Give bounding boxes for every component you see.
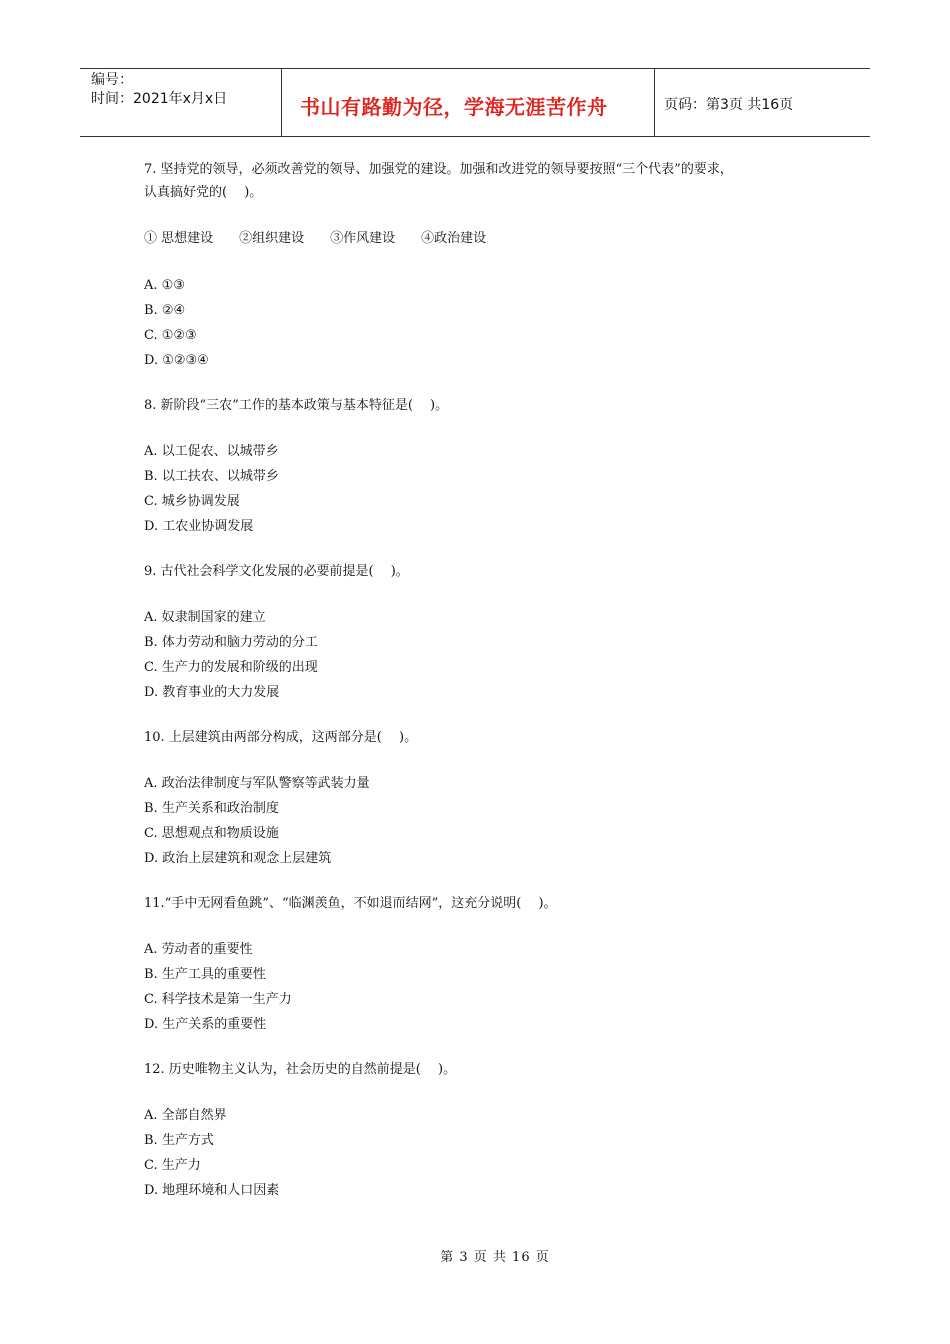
question-11-text: 11.“手中无网看鱼跳”、“临渊羡鱼，不如退而结网”，这充分说明( )。	[144, 896, 557, 911]
item-2: ②组织建设	[239, 231, 305, 246]
option-a[interactable]: A. 政治法律制度与军队警察等武装力量	[144, 776, 370, 791]
option-b[interactable]: B. 以工扶农、以城带乡	[144, 469, 279, 484]
option-c[interactable]: C. 思想观点和物质设施	[144, 826, 279, 841]
option-c[interactable]: C. 生产力的发展和阶级的出现	[144, 660, 318, 675]
option-d[interactable]: D. 工农业协调发展	[144, 519, 254, 534]
question-8-options	[144, 439, 824, 539]
option-c[interactable]: C. ①②③	[144, 328, 197, 343]
question-10-text: 10. 上层建筑由两部分构成，这两部分是( )。	[144, 730, 418, 745]
question-9	[144, 560, 824, 705]
serial-label: 编号：	[91, 72, 133, 88]
question-11	[144, 892, 824, 1037]
option-a[interactable]: A. 奴隶制国家的建立	[144, 610, 266, 625]
item-1: ① 思想建设	[144, 231, 214, 246]
question-list	[144, 158, 824, 1203]
question-8-text: 8. 新阶段“三农”工作的基本政策与基本特征是( )。	[144, 398, 449, 413]
header-page-info	[655, 69, 870, 136]
option-d[interactable]: D. 教育事业的大力发展	[144, 685, 280, 700]
question-9-options	[144, 605, 824, 705]
option-d[interactable]: D. 政治上层建筑和观念上层建筑	[144, 851, 332, 866]
question-10-options	[144, 771, 824, 871]
page-info-text: 页码：第3页 共16页	[664, 96, 794, 113]
question-7-options	[144, 273, 824, 373]
option-c[interactable]: C. 科学技术是第一生产力	[144, 992, 292, 1007]
question-12-options	[144, 1103, 824, 1203]
question-8	[144, 394, 824, 539]
question-11-options	[144, 937, 824, 1037]
option-a[interactable]: A. 劳动者的重要性	[144, 942, 253, 957]
item-4: ④政治建设	[421, 231, 487, 246]
option-d[interactable]: D. ①②③④	[144, 353, 209, 368]
question-9-text: 9. 古代社会科学文化发展的必要前提是( )。	[144, 564, 409, 579]
option-b[interactable]: B. 体力劳动和脑力劳动的分工	[144, 635, 318, 650]
item-3: ③作风建设	[330, 231, 396, 246]
option-c[interactable]: C. 生产力	[144, 1158, 201, 1173]
footer-page-number: 第 3 页 共 16 页	[440, 1250, 550, 1265]
time-label: 时间：2021年x月x日	[91, 91, 228, 107]
option-c[interactable]: C. 城乡协调发展	[144, 494, 240, 509]
question-7-line-1: 7. 坚持党的领导，必须改善党的领导、加强党的建设。加强和改进党的领导要按照“三个代表”的要求，	[144, 162, 733, 177]
option-b[interactable]: B. ②④	[144, 303, 186, 318]
header-meta	[80, 69, 282, 136]
question-7-items	[144, 226, 824, 251]
option-d[interactable]: D. 生产关系的重要性	[144, 1017, 267, 1032]
option-a[interactable]: A. 以工促农、以城带乡	[144, 444, 279, 459]
motto-text: 书山有路勤为径，学海无涯苦作舟	[300, 95, 608, 119]
question-12-text: 12. 历史唯物主义认为，社会历史的自然前提是( )。	[144, 1062, 457, 1077]
option-b[interactable]: B. 生产方式	[144, 1133, 214, 1148]
question-7	[144, 158, 824, 373]
question-7-line-2: 认真搞好党的( )。	[144, 185, 263, 200]
option-b[interactable]: B. 生产工具的重要性	[144, 967, 266, 982]
question-10	[144, 726, 824, 871]
question-12	[144, 1058, 824, 1203]
page-footer	[0, 1246, 950, 1265]
option-b[interactable]: B. 生产关系和政治制度	[144, 801, 279, 816]
option-a[interactable]: A. ①③	[144, 278, 185, 293]
option-d[interactable]: D. 地理环境和人口因素	[144, 1183, 280, 1198]
page-header	[80, 68, 870, 137]
option-a[interactable]: A. 全部自然界	[144, 1108, 227, 1123]
header-motto-cell	[282, 69, 655, 136]
